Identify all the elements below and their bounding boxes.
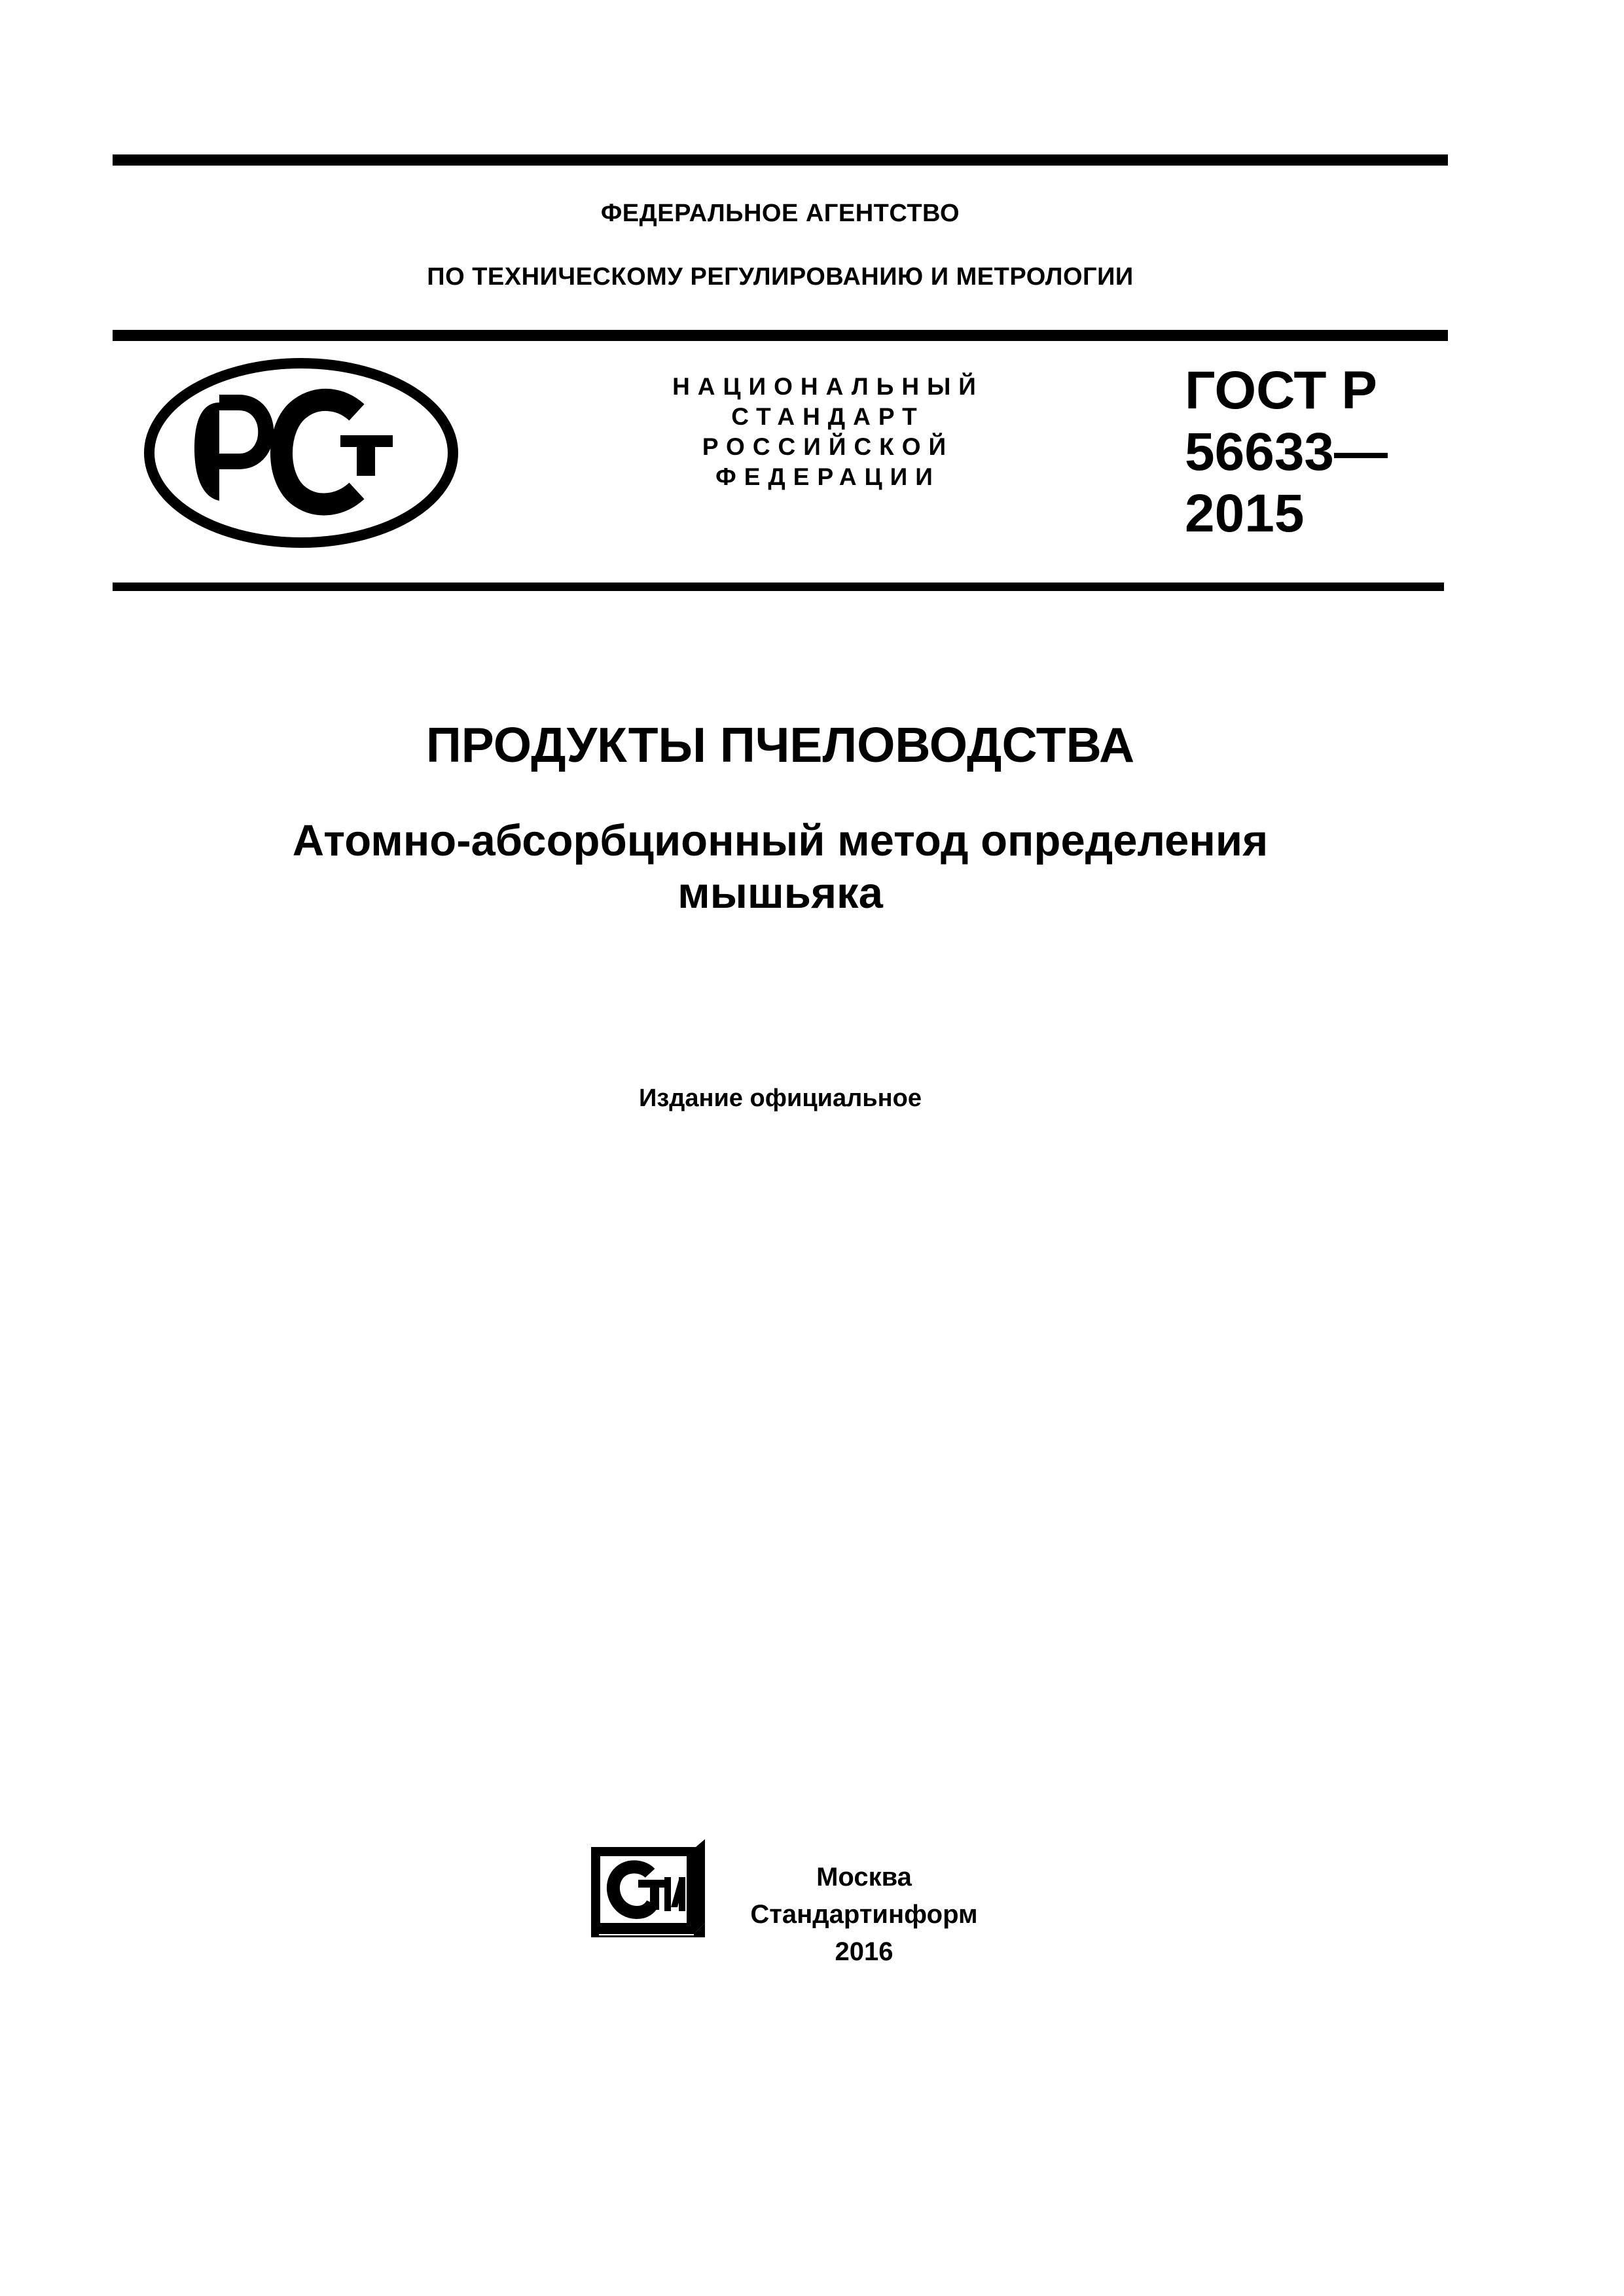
publisher-name: Стандартинформ <box>750 1900 978 1929</box>
gost-number: 56633— <box>1185 422 1388 482</box>
rst-emblem-icon <box>141 357 461 550</box>
national-standard-line: СТАНДАРТ <box>731 403 925 430</box>
top-rule <box>113 154 1448 166</box>
agency-name-line2: ПО ТЕХНИЧЕСКОМУ РЕГУЛИРОВАНИЮ И МЕТРОЛОГИИ <box>427 263 1134 291</box>
standartinform-logo-icon <box>586 1839 710 1944</box>
bottom-rule <box>113 583 1444 591</box>
national-standard-label <box>632 372 1024 492</box>
national-standard-line: ФЕДЕРАЦИИ <box>715 463 941 490</box>
publisher-year: 2016 <box>835 1937 893 1966</box>
document-subtitle <box>113 815 1448 920</box>
publisher-imprint <box>720 1859 1008 1971</box>
subtitle-line: Атомно-абсорбционный метод определения <box>292 816 1269 865</box>
publisher-city: Москва <box>816 1863 912 1892</box>
national-standard-line: НАЦИОНАЛЬНЫЙ <box>672 373 984 400</box>
gost-year: 2015 <box>1185 484 1305 543</box>
document-title: ПРОДУКТЫ ПЧЕЛОВОДСТВА <box>425 717 1135 772</box>
gost-prefix: ГОСТ Р <box>1185 361 1377 420</box>
subtitle-line: мышьяка <box>677 869 883 918</box>
agency-name-line1: ФЕДЕРАЛЬНОЕ АГЕНТСТВО <box>600 200 960 227</box>
national-standard-line: РОССИЙСКОЙ <box>702 433 954 460</box>
edition-note: Издание официальное <box>639 1085 922 1112</box>
middle-rule <box>113 330 1448 341</box>
gost-designation <box>1185 360 1388 545</box>
